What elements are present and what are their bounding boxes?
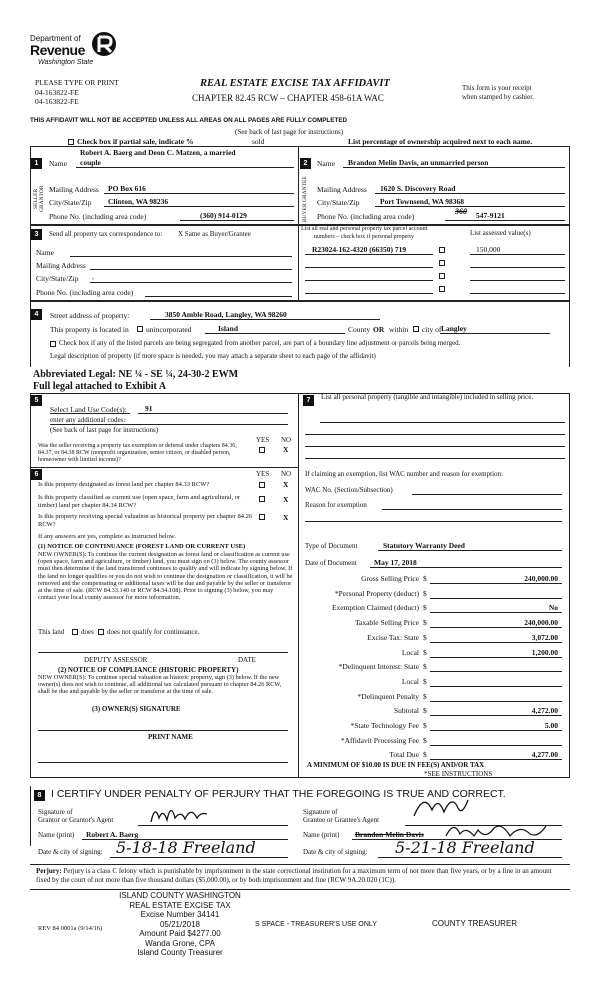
dept-line1: Department of [30,34,81,43]
code2: 04-163822-FE [35,97,79,106]
calc-underline [430,671,562,672]
calc-underline [430,598,562,599]
located-label: This property is located in [50,325,129,334]
calc-value[interactable]: 5.00 [544,721,558,730]
segregated-checkbox[interactable] [50,341,56,347]
calc-underline [430,612,562,613]
county-treasurer-label: COUNTY TREASURER [432,919,518,928]
parcel-personal-checkbox-3[interactable] [439,273,445,279]
deputy-assessor-label: DEPUTY ASSESSOR [84,656,148,664]
exemption-question: Was the seller receiving a property tax exemption or deferral under chapters 84.36, 84.37, or 84.38 RCW (nonprofit organization, senior citizen, or disabled person, homeowner with limited income)? [38,443,237,463]
seller-phone-label: Phone No. (including area code) [49,212,147,221]
calc-value[interactable]: 4,277.00 [531,750,558,759]
calc-label: Taxable Selling Price [354,618,419,627]
buyer-city-label: City/State/Zip [317,198,360,207]
calc-label: *Delinquent Interest: State [338,662,419,671]
calc-label: *Affidavit Processing Fee [340,736,419,745]
s6-q2-no-answer[interactable]: X [283,495,289,504]
does-not-checkbox[interactable] [98,629,104,635]
calc-value[interactable]: 1,200.00 [531,648,558,657]
parcel-header-2: numbers – check box if personal property [314,234,414,240]
section6-number: 6 [31,469,42,480]
stamp-line: Island County Treasurer [137,948,223,957]
stamp-line: REAL ESTATE EXCISE TAX [129,900,231,910]
s6-q1-yes-checkbox[interactable] [259,482,265,488]
calc-underline [430,759,562,760]
form-title: REAL ESTATE EXCISE TAX AFFIDAVIT [200,78,390,89]
see-back-s5: (See back of last page for instructions) [50,426,159,434]
wac-label: WAC No. (Section/Subsection) [305,486,393,494]
grantor-date-handwritten[interactable]: 5-18-18 Freeland [116,838,256,857]
calc-underline [430,583,562,584]
doc-date-value[interactable]: May 17, 2018 [374,558,417,567]
s6-question-1: Is this property designated as forest land per chapter 84.33 RCW? [38,481,210,488]
grantee-name-value[interactable]: Brandon Melin Davis [355,830,424,839]
grantor-date-label: Date & city of signing: [38,848,103,856]
partial-sale-label: Check box if partial sale, indicate % [77,137,194,146]
print-name-label: PRINT NAME [148,733,193,741]
calc-value[interactable]: 240,000.00 [524,618,558,627]
s5-no-header: NO [281,436,292,444]
calc-dollar-sign: $ [423,721,427,730]
calc-label: Local [401,677,419,686]
calc-dollar-sign: $ [423,750,427,759]
form-chapter: CHAPTER 82.45 RCW – CHAPTER 458-61A WAC [192,93,384,103]
receipt-note-2: when stamped by cashier. [462,93,534,101]
notice2-body: NEW OWNER(S): To continue special valuation as historic property, sign (3) below. If the new owner(s) does not wish to continue, all additional tax calculated pursuant to chapter 84.26 RCW, shall be due and payable by the seller or transferor at the time of sale. [38,674,282,696]
s6-question-2: Is this property classified as current use (open space, farm and agricultural, or timber) land per chapter 84.34 RCW? [38,494,241,509]
section7-number: 7 [303,395,314,406]
warning: THIS AFFIDAVIT WILL NOT BE ACCEPTED UNLESS ALL AREAS ON ALL PAGES ARE FULLY COMPLETED [30,117,348,124]
this-land-label: This land [38,628,65,636]
grantor-signature[interactable] [145,800,215,828]
parcel-personal-checkbox-4[interactable] [439,286,445,292]
calc-dollar-sign: $ [423,633,427,642]
calc-underline [430,730,562,731]
abbrev-legal[interactable]: Abbreviated Legal: NE ¼ - SE ¼, 24-30-2 EWM [33,369,239,380]
grantor-name-label: Name (print) [38,831,75,839]
calc-dollar-sign: $ [423,736,427,745]
seller-city-label: City/State/Zip [49,198,92,207]
calc-label: Exemption Claimed (deduct) [331,603,419,612]
section3-number: 3 [31,229,42,240]
owner-signature-label: (3) OWNER(S) SIGNATURE [92,705,181,713]
parcel-personal-checkbox-2[interactable] [439,260,445,266]
seller-mailing-label: Mailing Address [49,185,99,194]
s6-yes-header: YES [256,470,270,478]
correspondence-label: Send all property tax correspondence to: [49,230,163,238]
date-label: DATE [238,656,256,664]
unincorporated-checkbox[interactable] [137,326,143,332]
city-of-label: city of [422,325,442,334]
s6-question-3: Is this property receiving special valuation as historical property per chapter 84.26 RCW? [38,513,253,528]
calc-dollar-sign: $ [423,589,427,598]
street-label: Street address of property: [50,311,130,320]
buyer-name-value[interactable]: Brandon Melin Davis, an unmarried person [348,158,489,167]
seller-city-value[interactable]: Clinton, WA 98236 [108,197,169,206]
calc-dollar-sign: $ [423,677,427,686]
any-yes-note: If any answers are yes, complete as instructed below. [38,533,176,540]
correspondence-value[interactable]: X Same as Buyer/Grantee [178,230,251,238]
exemption-claim-label: If claiming an exemption, list WAC number and reason for exemption: [305,470,503,478]
s6-q1-no-answer[interactable]: X [283,480,289,489]
seller-mailing-value[interactable]: PO Box 616 [108,184,146,193]
seller-name-label: Name [49,159,67,168]
calc-label: *Personal Property (deduct) [334,589,419,598]
personal-property-label: List all personal property (tangible and intangible) included in selling price. [321,393,534,401]
perjury-notice [36,867,566,885]
receipt-note-1: This form is your receipt [462,84,532,92]
parcel-value[interactable]: R23024-162-4320 (66350) 719 [312,245,407,254]
unincorporated-label: unincorporated [146,325,192,334]
buyer-city-value[interactable]: Port Townsend, WA 98368 [380,197,465,206]
calc-dollar-sign: $ [423,618,427,627]
buyer-grantee-label: BUYER GRANTEE [302,176,308,222]
stamp-line: ISLAND COUNTY WASHINGTON [119,891,241,900]
grantor-sig-label-1: Signature of [38,808,73,816]
calc-label: Subtotal [393,706,419,715]
please-type: PLEASE TYPE OR PRINT [35,78,119,87]
dept-line2: Revenue [30,42,85,58]
county-value[interactable]: Island [218,324,239,333]
calc-label: Excise Tax: State [367,633,419,642]
calc-underline [430,745,562,746]
calc-value[interactable]: 240,000.00 [524,574,558,583]
treasurer-space-label: S SPACE - TREASURER'S USE ONLY [255,921,377,928]
calc-label: *State Technology Fee [350,721,419,730]
buyer-mailing-value[interactable]: 1620 S. Discovery Road [380,184,456,193]
section4-number: 4 [31,309,42,320]
calc-underline [430,657,562,658]
grantor-sig-label-2: Grantor or Grantor's Agent [38,816,114,824]
buyer-phone-label: Phone No. (including area code) [317,212,415,221]
full-legal[interactable]: Full legal attached to Exhibit A [33,381,167,392]
form-id: REV 84 0001a (9/14/16) [38,925,103,932]
parcel-personal-checkbox-1[interactable] [439,247,445,253]
buyer-name-label: Name [317,159,335,168]
within-label: within [389,325,409,334]
calc-dollar-sign: $ [423,662,427,671]
s3-phone-label: Phone No. (including area code) [36,288,134,297]
minimum-note: A MINIMUM OF $10.00 IS DUE IN FEE(S) AND/OR TAX [307,761,485,769]
grantee-date-label: Date & city of signing: [303,848,368,856]
calc-dollar-sign: $ [423,603,427,612]
segregated-note: Check box if any of the listed parcels are being segregated from another parcel, are part of a boundary line adjustment or parcels being merged. [59,339,461,347]
partial-sale-checkbox[interactable] [68,139,74,145]
dor-logo [30,30,120,70]
street-value[interactable]: 3850 Amble Road, Langley, WA 98260 [165,310,287,319]
calc-underline [430,715,562,716]
grantee-date-handwritten[interactable]: 5-21-18 Freeland [395,838,535,857]
calc-dollar-sign: $ [423,574,427,583]
ownership-label: List percentage of ownership acquired next to each name. [348,137,533,146]
calc-label: Total Due [389,750,419,759]
assessed-value[interactable]: 150,000 [476,245,501,254]
calc-label: Gross Selling Price [361,574,419,583]
s3-city-label: City/State/Zip [36,274,79,283]
s5-yes-checkbox[interactable] [259,447,265,453]
city-value[interactable]: Langley [441,324,467,333]
stamp-line: Excise Number 34141 [140,910,220,919]
see-back-top: (See back of last page for instructions) [235,128,344,136]
calc-underline [430,642,562,643]
s3-name-label: Name [36,248,54,257]
section2-number: 2 [300,158,311,169]
dept-line3: Washington State [38,59,94,66]
calc-dollar-sign: $ [423,692,427,701]
s6-no-header: NO [281,470,292,478]
doc-type-label: Type of Document [305,542,358,550]
does-checkbox[interactable] [72,629,78,635]
seller-name-value-1[interactable]: Robert A. Baerg and Deon C. Matzen, a married [80,148,236,157]
legal-note: Legal description of property (if more space is needed, you may attach a separate sheet to each page of the affidavit) [50,352,376,360]
section1-number: 1 [31,158,42,169]
calc-value[interactable]: 3,072.00 [531,633,558,642]
dor-logo-icon [90,30,118,58]
land-use-value[interactable]: 91 [145,404,153,413]
code1: 04-163822-FE [35,88,79,97]
perjury-text: Perjury is a class C felony which is punishable by imprisonment in the state correctional institution for a maximum term of not more than five years, or by a fine in an amount fixed by the court of not more than five thousand dollars ($5,000.00), or by both imprisonment and fine (RCW 9A.20.020 (1C)). [36,867,552,884]
seller-grantor-label: SELLER GRANTOR [33,185,45,213]
treasurer-stamp [110,891,250,958]
seller-name-value-2[interactable]: couple [80,158,101,167]
additional-codes-label: enter any additional codes: [50,416,126,424]
calc-underline [430,627,562,628]
s5-yes-header: YES [256,436,270,444]
section5-number: 5 [31,395,42,406]
doc-type-value[interactable]: Statutory Warranty Deed [383,541,465,550]
reason-label: Reason for exemption [305,501,367,509]
grantee-sig-label-2: Grantee or Grantee's Agent [303,816,380,824]
s6-q3-no-answer[interactable]: X [283,513,289,522]
calc-underline [430,686,562,687]
calc-dollar-sign: $ [423,706,427,715]
parcel-header-1: List all real and personal property tax parcel account [301,226,428,232]
s5-no-answer[interactable]: X [283,445,289,454]
s3-city-value[interactable]: , [92,272,94,281]
see-instructions: *SEE INSTRUCTIONS [424,770,493,778]
does-not-label: does not qualify for continuance. [107,628,200,636]
calc-dollar-sign: $ [423,648,427,657]
stamp-line: Amount Paid $4277.00 [139,929,221,938]
notice1-body: NEW OWNER(S): To continue the current designation as forest land or classification as current use (open space, farm and agriculture, or timber) land, you must sign on (3) below. The county assessor must then determine if the land transferred continues to qualify and will indicate by signing below. If the land no longer qualifies or you do not wish to continue the designation or classification, it will be removed and the compensating or additional taxes will be due and payable by the seller or transferor at the time of sale. (RCW 84.33.140 or RCW 84.34.108). Prior to signing (3) below, you may contact your local county assessor for more information. [38,551,293,602]
land-use-label: Select Land Use Code(s): [50,405,127,414]
sold-label: sold [252,137,265,146]
assessed-header: List assessed value(s) [470,229,531,237]
grantee-sig-label-1: Signature of [303,808,338,816]
perjury-label: Perjury: [36,867,62,875]
s6-q2-yes-checkbox[interactable] [259,496,265,502]
calc-value[interactable]: 4,272.00 [531,706,558,715]
or-label: OR [373,325,385,334]
city-checkbox[interactable] [413,326,419,332]
buyer-phone-value[interactable]: 547-9121 [476,211,505,220]
notice2-title: (2) NOTICE OF COMPLIANCE (HISTORIC PROPERTY) [58,666,239,674]
does-label: does [81,628,94,636]
county-label: County [348,325,371,334]
stamp-line: 05/21/2018 [159,919,201,929]
buyer-phone-scribble: 360 [455,207,467,216]
certify-statement: I CERTIFY UNDER PENALTY OF PERJURY THAT THE FOREGOING IS TRUE AND CORRECT. [51,788,506,800]
calc-value[interactable]: No [548,603,558,612]
s6-q3-yes-checkbox[interactable] [259,514,265,520]
section8-number: 8 [34,790,45,801]
notice1-title: (1) NOTICE OF CONTINUANCE (FOREST LAND OR CURRENT USE) [38,543,246,550]
calc-underline [430,701,562,702]
grantor-name-value[interactable]: Robert A. Baerg [86,830,139,839]
grantee-name-label: Name (print) [303,831,340,839]
buyer-mailing-label: Mailing Address [317,185,367,194]
stamp-line: Wanda Grone, CPA [145,938,215,948]
doc-date-label: Date of Document [305,559,357,567]
calc-label: *Delinquent Penalty [357,692,419,701]
s3-mailing-label: Mailing Address [36,261,86,270]
seller-phone-value[interactable]: (360) 914-0129 [200,211,247,220]
calc-label: Local [401,648,419,657]
